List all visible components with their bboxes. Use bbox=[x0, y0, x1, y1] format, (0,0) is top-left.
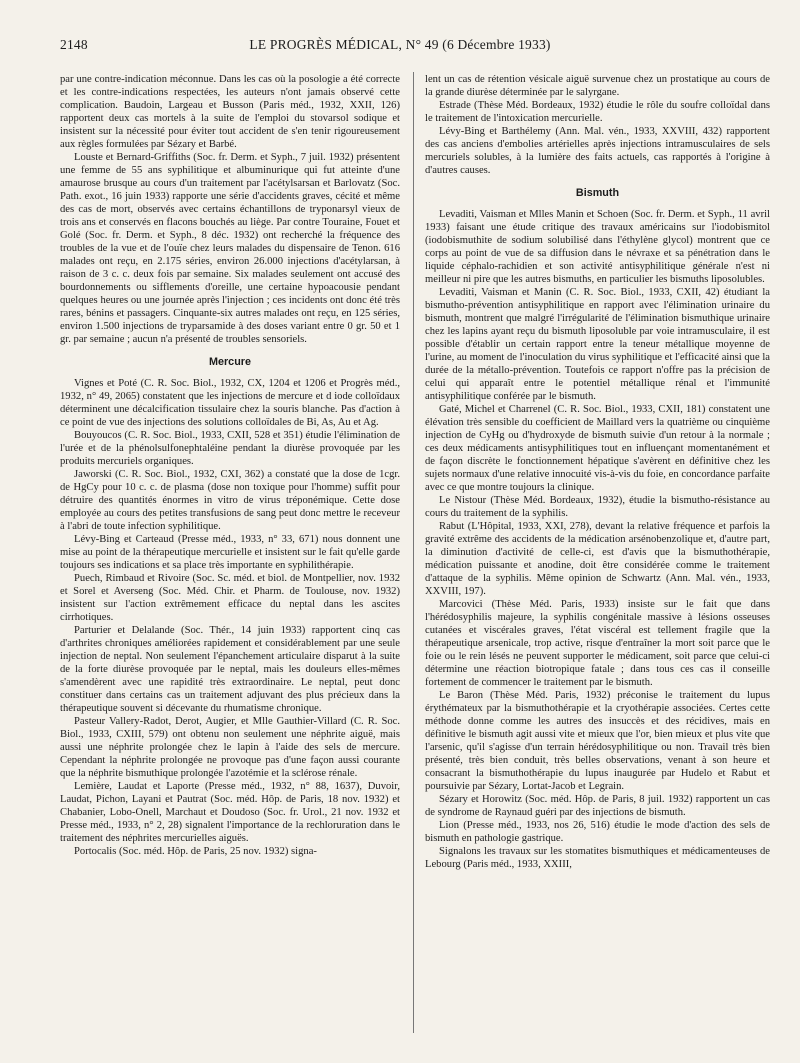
paragraph: Levaditi, Vaisman et Mlles Manin et Schoen (Soc. fr. Derm. et Syph., 11 avril 1933) faisant une étude critique des travaux américains sur l'iodobismitol (iodobismuthite de sodium solubilisé dans l'éthylène glycol) montrent que ce corps au point de vue de sa diffusion dans le névraxe et sa pénétration dans le liquide céphalo-rachidien et son activité antisyphilitique générale n'est ni meilleur ni pire que les autres bismuths, en particulier les bismuths liposolubles. bbox=[425, 209, 770, 285]
page-header bbox=[60, 37, 740, 57]
section-heading-bismuth: Bismuth bbox=[575, 187, 620, 199]
paragraph: Rabut (L'Hôpital, 1933, XXI, 278), devant la relative fréquence et parfois la gravité extrême des accidents de la médication arsénobenzolique et, d'autre part, la diminution d'activité de celle-ci, est d'avis que la bismuthothérapie, médication puissante et anodine, doit être considérée comme le traitement d'attaque de la syphilis. Même opinion de Schwartz (Ann. Mal. vén., 1933, XXVIII, 197). bbox=[425, 521, 770, 597]
paragraph: lent un cas de rétention vésicale aiguë survenue chez un prostatique au cours de la grande diurèse déterminée par le salyrgane. bbox=[425, 74, 770, 98]
paragraph: Le Nistour (Thèse Méd. Bordeaux, 1932), étudie la bismutho-résistance au cours du traitement de la syphilis. bbox=[425, 495, 770, 519]
left-column bbox=[60, 73, 400, 858]
paragraph: Gaté, Michel et Charrenel (C. R. Soc. Biol., 1933, CXII, 181) constatent une élévation très sensible du coefficient de Maillard vers la quatrième ou cinquième injection de CyHg ou d'hydroxyde de bismuth suivie d'un retour à la normale ; ces deux médicaments antisyphilitiques tout en influençant momentanément et de façon discrète le fonctionnement hépatique s'avèrent en définitive chez les sujets normaux d'une relative innocuité vis-à-vis du foie, en concordance parfaite avec ce que montre toujours la clinique. bbox=[425, 404, 770, 493]
paragraph: Lemière, Laudat et Laporte (Presse méd., 1932, n° 88, 1637), Duvoir, Laudat, Pichon, Layani et Pautrat (Soc. méd. Hôp. de Paris, 18 nov. 1932) et Chabanier, Lobo-Onell, Marchaut et Doudoso (Soc. fr. Urol., 21 nov. 1932 et Presse méd., 1933, n° 2, 28) signalent l'importance de la rechloruration dans le traitement des néphrites mercurielles aiguës. bbox=[60, 781, 400, 844]
paragraph: par une contre-indication méconnue. Dans les cas où la posologie a été correcte et les contre-indications respectées, les auteurs n'ont jamais observé cette complication. Baudoin, Largeau et Busson (Paris méd., 1932, XXII, 126) rapportent deux cas mortels à la suite de l'emploi du stovarsol sodique et insistent sur la nécessité pour éviter tout accident de s'en tenir rigoureusement aux règles formulées par Sézary et Barbé. bbox=[60, 74, 400, 150]
paragraph: Levaditi, Vaisman et Manin (C. R. Soc. Biol., 1933, CXII, 42) étudiant la bismutho-prévention antisyphilitique en rapport avec l'élimination urinaire du bismuth, montrent que malgré l'irrégularité de l'élimination bismuthique urinaire chez les lapins ayant reçu du bismuth liposoluble par voie intramusculaire, il est possible d'établir un certain rapport entre la teneur métallique moyenne de l'urine, au moment de l'inoculation du virus syphilitique et l'efficacité ainsi que la durée de la métallo-prévention. Toutefois ce rapport n'offre pas la précision de celui qui apparaît entre le potentiel métallique rénal et l'immunité antisyphilitique conférée par le bismuth. bbox=[425, 287, 770, 402]
column-divider bbox=[413, 72, 414, 1033]
section-heading-mercure: Mercure bbox=[208, 356, 251, 368]
paragraph: Signalons les travaux sur les stomatites bismuthiques et médicamenteuses de Lebourg (Paris méd., 1933, XXIII, bbox=[425, 846, 770, 870]
right-column bbox=[425, 73, 770, 871]
paragraph: Lion (Presse méd., 1933, nos 26, 516) étudie le mode d'action des sels de bismuth en pathologie gastrique. bbox=[425, 820, 770, 844]
paragraph: Bouyoucos (C. R. Soc. Biol., 1933, CXII, 528 et 351) étudie l'élimination de l'urée et de la phénolsulfonephtaléine pendant la diurèse provoquée par les produits mercuriels organiques. bbox=[60, 430, 400, 467]
paragraph: Portocalis (Soc. méd. Hôp. de Paris, 25 nov. 1932) signa- bbox=[74, 846, 317, 857]
paragraph: Le Baron (Thèse Méd. Paris, 1932) préconise le traitement du lupus érythémateux par la bismuthothérapie et la cryothérapie associées. Certes cette méthode donne comme les autres des insuccès et des récidives, mais en définitive le bismuth agit aussi vite et mieux que l'or, bien mieux et plus vite que l'arsenic, qu'il s'agisse d'un terrain hérédosyphilitique ou non. Travail très bien présenté, très bien conduit, très belles observations, venant à son heure et consacrant la bismuthothérapie du lupus inaugurée par Hudelo et Rabut et poursuivie par Sézary, Lortat-Jacob et Legrain. bbox=[425, 690, 770, 792]
paragraph: Lévy-Bing et Barthélemy (Ann. Mal. vén., 1933, XXVIII, 432) rapportent des cas anciens d'embolies artérielles après injections intramusculaires de sels mercuriels solubles, à la lumière des faits actuels, cas rapportés à l'origine à d'autres causes. bbox=[425, 126, 770, 176]
paragraph: Louste et Bernard-Griffiths (Soc. fr. Derm. et Syph., 7 juil. 1932) présentent une femme de 55 ans syphilitique et albuminurique qui fut atteinte d'une amaurose brusque au cours d'un traitement par l'acétylsarsan et Barlovatz (Soc. Path. exot., 16 juin 1933) rapporte une série d'accidents graves, cécité et même des cas de mort, observés avec certains échantillons de tryponarsyl vieux de trois ans et conservés en flacons bouchés au liège. Par contre Touraine, Fouet et Golé (Soc. fr. Derm. et Syph., 8 déc. 1932) ont recherché la fréquence des troubles de la vue et de l'ouïe chez leurs malades du dispensaire de Tenon. 616 malades ont reçu, en 2.175 séries, environ 26.000 injections d'acétylarsan, à raison de 3 c. c. deux fois par semaine. Six malades seulement ont accusé des bourdonnements ou sifflements d'oreille, une certaine hypoacousie pendant quelques heures ou une journée après l'injection ; ces incidents ont donc été très rares, bénins et passagers. Cinquante-six autres malades ont reçu, en 125 séries, environ 1.500 injections de tryparsamide à des doses variant entre 0 gr. 50 et 1 gr. par semaine ; aucun n'a présenté de troubles sensoriels. bbox=[60, 152, 400, 345]
paragraph: Sézary et Horowitz (Soc. méd. Hôp. de Paris, 8 juil. 1932) rapportent un cas de syndrome de Raynaud guéri par des injections de bismuth. bbox=[425, 794, 770, 818]
paragraph: Puech, Rimbaud et Rivoire (Soc. Sc. méd. et biol. de Montpellier, nov. 1932 et Sorel et Averseng (Soc. Méd. Chir. et Pharm. de Toulouse, nov. 1932) insistent sur l'action extrêmement efficace du neptal dans les ascites cirrhotiques. bbox=[60, 573, 400, 623]
paragraph: Parturier et Delalande (Soc. Thér., 14 juin 1933) rapportent cinq cas d'arthrites chroniques améliorées rapidement et considérablement par une seule injection de neptal. Non seulement l'épanchement articulaire disparut à la suite de la forte diurèse provoquée par le neptal, mais les douleurs elles-mêmes s'amendèrent avec une rapidité très extraordinaire. Le neptal, peut donc constituer dans certains cas un traitement adjuvant des plus précieux dans la thérapeutique souvent si décevante du rhumatisme chronique. bbox=[60, 625, 400, 714]
paragraph: Lévy-Bing et Carteaud (Presse méd., 1933, n° 33, 671) nous donnent une mise au point de la thérapeutique mercurielle et insistent sur le fait qu'elle garde toujours ses indications et sa place très importante en syphilithérapie. bbox=[60, 534, 400, 571]
paragraph: Pasteur Vallery-Radot, Derot, Augier, et Mlle Gauthier-Villard (C. R. Soc. Biol., 1933, CXIII, 579) ont obtenu non seulement une néphrite aiguë, mais aussi une néphrite prolongée chez le lapin à l'aide des sels de mercure. Cependant la néphrite prolongée ne provoque pas d'une façon aussi courante que la néphrite bismuthique prolongée l'azotémie et la sclérose rénale. bbox=[60, 716, 400, 779]
paragraph: Jaworski (C. R. Soc. Biol., 1932, CXI, 362) a constaté que la dose de 1cgr. de HgCy pour 10 c. c. de plasma (dose non toxique pour l'homme) suffit pour détruire des quantités énormes in vitro de virus tréponémique. Cette dose employée au cours des petites transfusions de sang peut donc mettre le receveur à l'abri de toute infection syphilitique. bbox=[60, 469, 400, 532]
paragraph: Marcovici (Thèse Méd. Paris, 1933) insiste sur le fait que dans l'hérédosyphilis majeure, la syphilis congénitale massive à lésions osseuses cutanées et viscérales graves, l'état viscéral est tellement fragile que la thérapeutique arsenicale, trop active, risque d'entraîner la mort soit parce que le foie ou le rein lésés ne peuvent supporter le médicament, soit parce que celui-ci détermine une réaction biotropique fatale ; dans tous ces cas il conseille fortement de commencer le traitement par le bismuth. bbox=[425, 599, 770, 688]
running-title: LE PROGRÈS MÉDICAL, N° 49 (6 Décembre 1933) bbox=[249, 37, 551, 52]
page-number: 2148 bbox=[60, 37, 88, 52]
paragraph: Estrade (Thèse Méd. Bordeaux, 1932) étudie le rôle du soufre colloïdal dans le traitement de l'intoxication mercurielle. bbox=[425, 100, 770, 124]
paragraph: Vignes et Poté (C. R. Soc. Biol., 1932, CX, 1204 et 1206 et Progrès méd., 1932, n° 49, 2065) constatent que les injections de mercure et d iode colloïdaux déterminent une décalcification tissulaire chez la souris blanche. Pas d'action à ce point de vue des injections des solutions colloïdales de Bi, As, Au et Ag. bbox=[60, 378, 400, 428]
